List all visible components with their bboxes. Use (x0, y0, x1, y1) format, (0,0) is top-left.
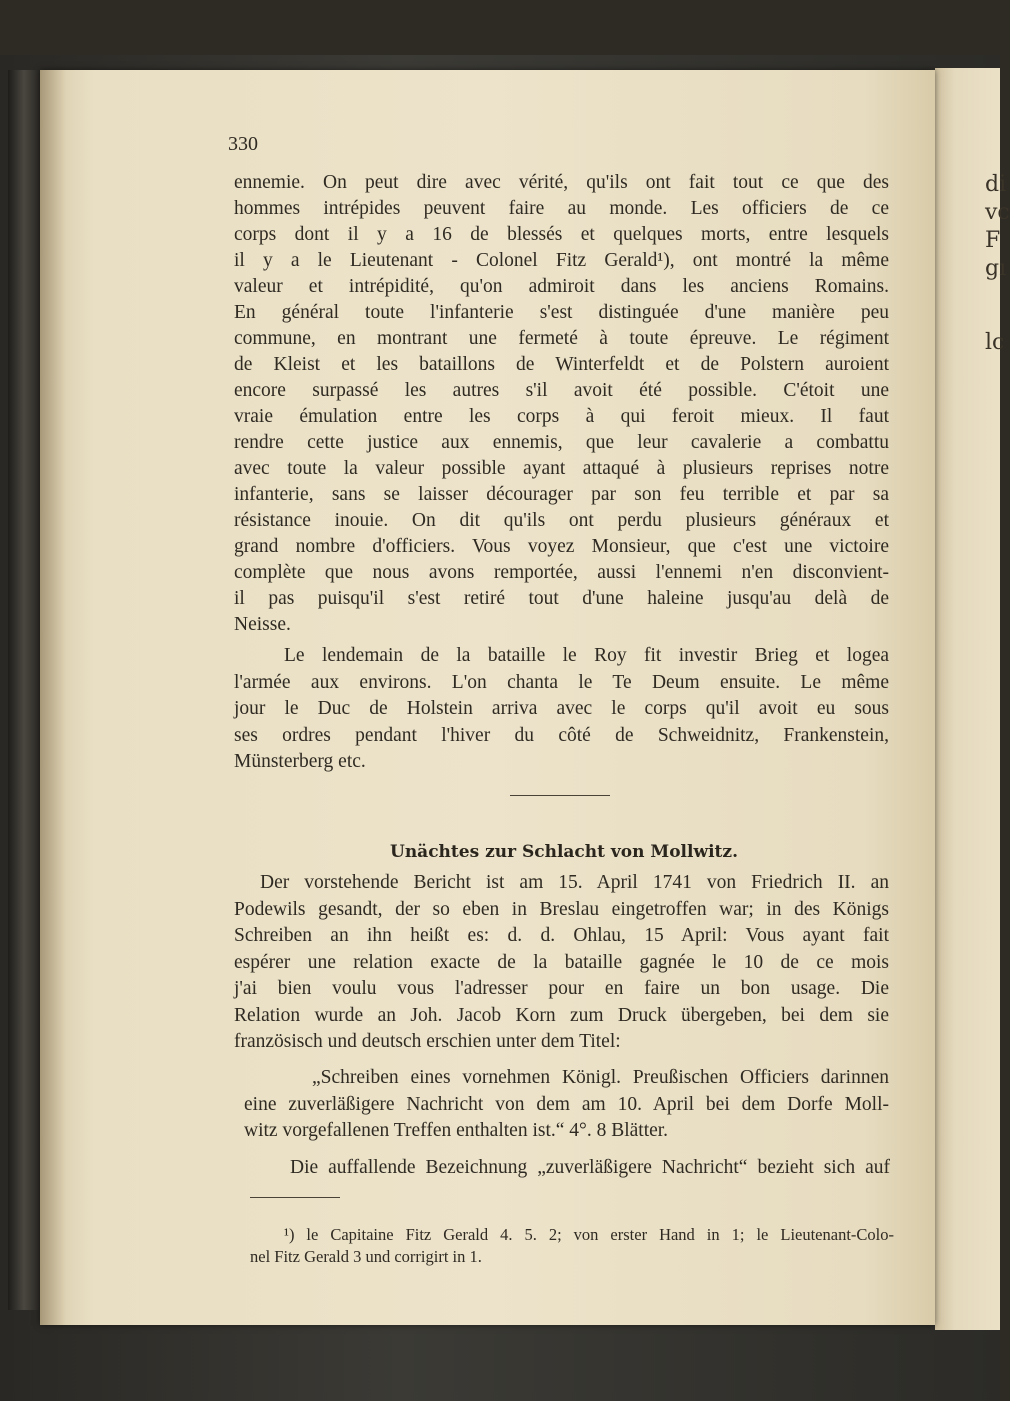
facing-page-glyph: di (985, 172, 1007, 197)
text-line: hommes intrépides peuvent faire au monde. Les officiers de ce (234, 198, 889, 219)
text-line: Der vorstehende Bericht ist am 15. April 1741 von Friedrich II. an (260, 872, 889, 893)
text-line: encore surpassé les autres s'il avoit été possible. C'étoit une (234, 380, 889, 401)
text-line: Die auffallende Bezeichnung „zuverläßigere Nachricht“ bezieht sich auf (290, 1157, 890, 1178)
quote-line: „Schreiben eines vornehmen Königl. Preußischen Officiers darinnen (312, 1067, 889, 1088)
facing-page-glyph: gı (985, 256, 1007, 281)
text-line: französisch und deutsch erschien unter dem Titel: (234, 1031, 621, 1052)
book-spine (8, 70, 40, 1310)
text-line: commune, en montrant une fermeté à toute épreuve. Le régiment (234, 328, 889, 349)
text-line: infanterie, sans se laisser décourager par son feu terrible et par sa (234, 484, 889, 505)
text-line: avec toute la valeur possible ayant attaqué à plusieurs reprises notre (234, 458, 889, 479)
footnote-line: nel Fitz Gerald 3 und corrigirt in 1. (250, 1247, 482, 1266)
text-line: Schreiben an ihn heißt es: d. d. Ohlau, 15 April: Vous ayant fait (234, 925, 889, 946)
text-line: grand nombre d'officiers. Vous voyez Monsieur, que c'est une victoire (234, 536, 889, 557)
text-line: jour le Duc de Holstein arriva avec le corps qu'il avoit eu sous (234, 698, 889, 719)
text-line: espérer une relation exacte de la bataille gagnée le 10 de ce mois (234, 951, 889, 973)
text-line: rendre cette justice aux ennemis, que leur cavalerie a combattu (234, 432, 889, 453)
facing-page-glyph: lc (985, 330, 1005, 355)
text-line: valeur et intrépidité, qu'on admiroit dans les anciens Romains. (234, 276, 889, 297)
text-line: j'ai bien voulu vous l'adresser pour en faire un bon usage. Die (234, 978, 889, 999)
text-line: de Kleist et les bataillons de Winterfeldt et de Polstern auroient (234, 354, 889, 375)
text-line: corps dont il y a 16 de blessés et quelques morts, entre lesquels (234, 224, 889, 245)
page-number: 330 (228, 133, 258, 155)
text-line: il y a le Lieutenant - Colonel Fitz Gerald¹), ont montré la même (234, 250, 889, 271)
text-line: il pas puisqu'il s'est retiré tout d'une haleine jusqu'au delà de (234, 588, 889, 609)
section-divider (510, 795, 610, 796)
text-line: Neisse. (234, 614, 291, 635)
text-line: ses ordres pendant l'hiver du côté de Schweidnitz, Frankenstein, (234, 724, 889, 746)
text-line: Podewils gesandt, der so eben in Breslau eingetroffen war; in des Königs (234, 898, 889, 920)
gutter-shadow (40, 70, 66, 1325)
quote-line: witz vorgefallenen Treffen enthalten ist.“ 4°. 8 Blätter. (244, 1120, 669, 1141)
facing-page-glyph: F (985, 228, 1001, 253)
text-line: ennemie. On peut dire avec vérité, qu'ils ont fait tout ce que des (234, 172, 889, 193)
quote-line: eine zuverläßigere Nachricht von dem am 10. April bei dem Dorfe Moll- (244, 1093, 889, 1115)
footnote-rule (250, 1197, 340, 1198)
text-line: résistance inouie. On dit qu'ils ont perdu plusieurs généraux et (234, 510, 889, 531)
text-line: complète que nous avons remportée, aussi l'ennemi n'en disconvient- (234, 562, 889, 583)
text-line: l'armée aux environs. L'on chanta le Te Deum ensuite. Le même (234, 671, 889, 693)
text-line: vraie émulation entre les corps à qui feroit mieux. Il faut (234, 406, 889, 427)
facing-page-glyph: vc (985, 200, 1010, 225)
text-line: Relation wurde an Joh. Jacob Korn zum Druck übergeben, bei dem sie (234, 1004, 889, 1026)
footnote-line: ¹) le Capitaine Fitz Gerald 4. 5. 2; von erster Hand in 1; le Lieutenant-Colo- (284, 1225, 894, 1244)
text-line: Le lendemain de la bataille le Roy fit investir Brieg et logea (284, 645, 889, 666)
text-line: En général toute l'infanterie s'est distinguée d'une manière peu (234, 302, 889, 323)
section-heading: Unächtes zur Schlacht von Mollwitz. (390, 842, 738, 862)
text-line: Münsterberg etc. (234, 751, 366, 772)
